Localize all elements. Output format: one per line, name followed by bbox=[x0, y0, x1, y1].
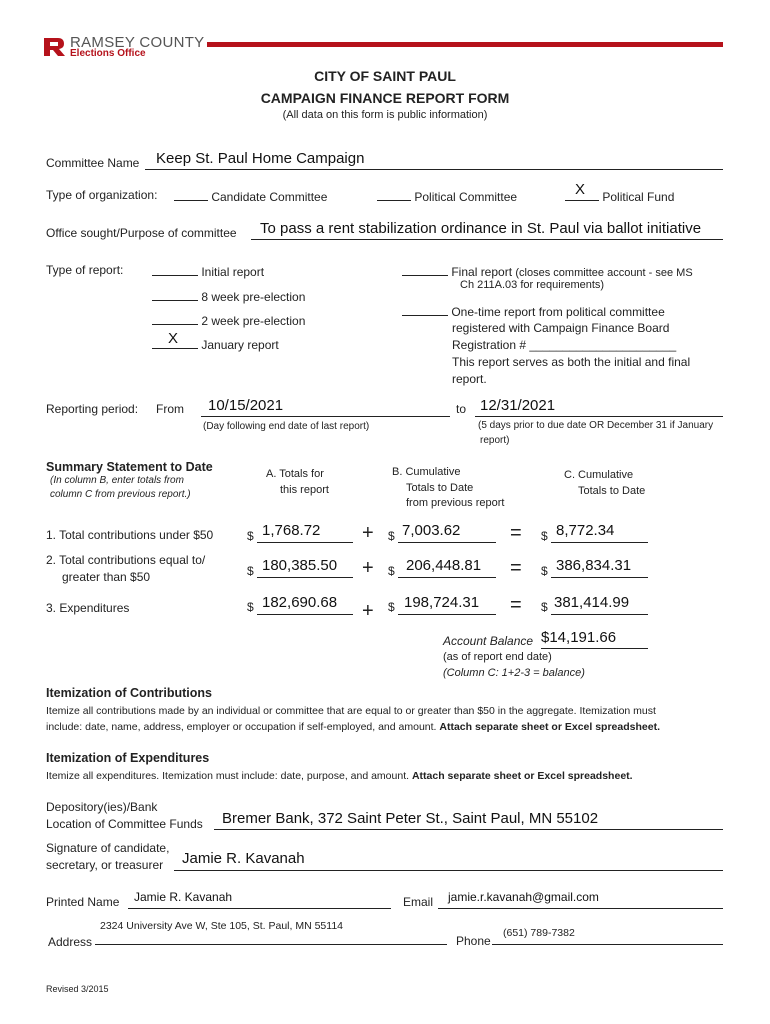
form-title-line2: CAMPAIGN FINANCE REPORT FORM bbox=[260, 90, 510, 106]
contrib-text-2 bbox=[46, 721, 660, 733]
org-fund-mark: X bbox=[575, 181, 586, 198]
signature-value[interactable]: Jamie R. Kavanah bbox=[182, 850, 305, 867]
exp-text bbox=[46, 770, 633, 782]
row3-b-dollar: $ bbox=[388, 600, 395, 614]
row3-b-value[interactable]: 198,724.31 bbox=[404, 594, 480, 611]
col-a-header-1: A. Totals for bbox=[266, 468, 324, 480]
summary-title: Summary Statement to Date bbox=[46, 460, 213, 474]
report-2week-option[interactable] bbox=[152, 312, 305, 328]
report-initial-option[interactable] bbox=[152, 263, 264, 279]
col-a-header-2: this report bbox=[280, 484, 329, 496]
brand-subtitle: Elections Office bbox=[70, 48, 146, 59]
balance-line bbox=[541, 648, 648, 649]
report-2week-label: 2 week pre-election bbox=[201, 314, 306, 328]
org-candidate-label: Candidate Committee bbox=[211, 190, 328, 204]
summary-row1-label: 1. Total contributions under $50 bbox=[46, 528, 214, 542]
row1-c-dollar: $ bbox=[541, 529, 548, 543]
summary-note-2: column C from previous report.) bbox=[50, 489, 191, 500]
report-onetime-registration[interactable]: Registration # ______________________ bbox=[452, 338, 677, 352]
phone-label: Phone bbox=[456, 934, 491, 948]
org-candidate-option[interactable] bbox=[174, 188, 327, 204]
phone-line bbox=[492, 944, 723, 945]
header-rule bbox=[207, 42, 723, 47]
row3-a-line bbox=[257, 614, 353, 615]
row3-plus: + bbox=[362, 600, 374, 622]
form-title-line1: CITY OF SAINT PAUL bbox=[314, 68, 456, 84]
contrib-title: Itemization of Contributions bbox=[46, 686, 212, 700]
row1-a-line bbox=[257, 542, 353, 543]
exp-title: Itemization of Expenditures bbox=[46, 751, 210, 765]
row2-b-dollar: $ bbox=[388, 564, 395, 578]
office-value[interactable]: To pass a rent stabilization ordinance in St. Paul via ballot initiative bbox=[260, 220, 702, 237]
address-label: Address bbox=[48, 935, 93, 949]
org-political-option[interactable] bbox=[377, 188, 517, 204]
period-from-value[interactable]: 10/15/2021 bbox=[208, 397, 284, 414]
form-title-note: (All data on this form is public information) bbox=[282, 109, 488, 121]
depository-line bbox=[214, 829, 723, 830]
contrib-attach-note: Attach separate sheet or Excel spreadsheet. bbox=[439, 721, 660, 733]
report-onetime-line4: This report serves as both the initial and final bbox=[452, 355, 691, 369]
row2-a-value[interactable]: 180,385.50 bbox=[262, 557, 338, 574]
committee-name-label: Committee Name bbox=[46, 156, 140, 170]
row2-plus: + bbox=[362, 557, 374, 579]
period-to-note-1: (5 days prior to due date OR December 31 if January bbox=[478, 420, 714, 431]
row3-c-value[interactable]: 381,414.99 bbox=[554, 594, 630, 611]
row2-b-line bbox=[398, 577, 496, 578]
period-from-line bbox=[201, 416, 450, 417]
row1-a-dollar: $ bbox=[247, 529, 254, 543]
report-final-option[interactable] bbox=[402, 263, 693, 279]
row2-c-line bbox=[551, 577, 648, 578]
address-line bbox=[95, 944, 447, 945]
exp-attach-note: Attach separate sheet or Excel spreadsheet. bbox=[411, 770, 633, 782]
report-january-mark: X bbox=[168, 330, 179, 347]
report-8week-option[interactable] bbox=[152, 288, 305, 304]
email-line bbox=[438, 908, 723, 909]
email-label: Email bbox=[403, 895, 434, 909]
balance-value[interactable]: $14,191.66 bbox=[541, 629, 617, 646]
summary-row2-label-1: 2. Total contributions equal to/ bbox=[46, 553, 206, 567]
row1-equals: = bbox=[510, 522, 522, 544]
depository-value[interactable]: Bremer Bank, 372 Saint Peter St., Saint Paul, MN 55102 bbox=[222, 810, 599, 827]
row3-b-line bbox=[398, 614, 496, 615]
phone-value[interactable]: (651) 789-7382 bbox=[503, 927, 575, 939]
summary-row2-label-2: greater than $50 bbox=[62, 570, 151, 584]
col-b-header-2: Totals to Date bbox=[406, 482, 474, 494]
committee-name-line bbox=[145, 169, 723, 170]
row2-c-value[interactable]: 386,834.31 bbox=[556, 557, 632, 574]
depository-label-2: Location of Committee Funds bbox=[46, 817, 203, 831]
row2-a-dollar: $ bbox=[247, 564, 254, 578]
report-january-label: January report bbox=[201, 338, 279, 352]
report-onetime-option[interactable] bbox=[402, 303, 665, 319]
summary-note-1: (In column B, enter totals from bbox=[50, 475, 184, 486]
row2-b-value[interactable]: 206,448.81 bbox=[406, 557, 482, 574]
row1-b-value[interactable]: 7,003.62 bbox=[402, 522, 461, 539]
office-line bbox=[251, 239, 723, 240]
report-onetime-line2: registered with Campaign Finance Board bbox=[452, 321, 670, 335]
printed-name-label: Printed Name bbox=[46, 895, 120, 909]
period-to-note-2: report) bbox=[480, 435, 510, 446]
row2-equals: = bbox=[510, 557, 522, 579]
printed-name-line bbox=[128, 908, 391, 909]
report-initial-label: Initial report bbox=[201, 265, 265, 279]
report-onetime-label: One-time report from political committee bbox=[451, 305, 665, 319]
report-type-label: Type of report: bbox=[46, 263, 124, 277]
row1-c-value[interactable]: 8,772.34 bbox=[556, 522, 615, 539]
report-final-note-2: Ch 211A.03 for requirements) bbox=[460, 279, 605, 291]
summary-row3-label: 3. Expenditures bbox=[46, 601, 130, 615]
row2-c-dollar: $ bbox=[541, 564, 548, 578]
signature-label-1: Signature of candidate, bbox=[46, 841, 170, 855]
period-from-label: From bbox=[156, 402, 184, 416]
report-8week-label: 8 week pre-election bbox=[201, 290, 306, 304]
col-c-header-2: Totals to Date bbox=[578, 485, 646, 497]
committee-name-value[interactable]: Keep St. Paul Home Campaign bbox=[156, 150, 365, 167]
row1-b-line bbox=[398, 542, 496, 543]
office-label: Office sought/Purpose of committee bbox=[46, 226, 237, 240]
period-label: Reporting period: bbox=[46, 402, 139, 416]
printed-name-value[interactable]: Jamie R. Kavanah bbox=[134, 890, 233, 904]
org-fund-option[interactable] bbox=[565, 181, 675, 204]
balance-note-2: (Column C: 1+2-3 = balance) bbox=[443, 667, 585, 679]
exp-text-body: Itemize all expenditures. Itemization must include: date, purpose, and amount. bbox=[46, 770, 410, 782]
depository-label-1: Depository(ies)/Bank bbox=[46, 800, 158, 814]
balance-note-1: (as of report end date) bbox=[443, 651, 552, 663]
col-b-header-1: B. Cumulative bbox=[392, 466, 461, 478]
email-value[interactable]: jamie.r.kavanah@gmail.com bbox=[448, 890, 599, 904]
report-onetime-line5: report. bbox=[452, 372, 487, 386]
col-b-header-3: from previous report bbox=[406, 497, 505, 509]
report-final-note: (closes committee account - see MS bbox=[515, 267, 693, 279]
row3-a-dollar: $ bbox=[247, 600, 254, 614]
row1-plus: + bbox=[362, 522, 374, 544]
period-to-value[interactable]: 12/31/2021 bbox=[480, 397, 556, 414]
contrib-text-2-body: include: date, name, address, employer or occupation if self-employed, and amount. bbox=[46, 721, 437, 733]
report-january-option[interactable] bbox=[152, 330, 279, 352]
row1-c-line bbox=[551, 542, 648, 543]
county-logo bbox=[44, 34, 64, 54]
period-to-label: to bbox=[456, 402, 467, 416]
row3-c-dollar: $ bbox=[541, 600, 548, 614]
signature-line bbox=[174, 870, 723, 871]
row3-c-line bbox=[551, 614, 648, 615]
row3-a-value[interactable]: 182,690.68 bbox=[262, 594, 338, 611]
col-c-header-1: C. Cumulative bbox=[564, 469, 634, 481]
org-fund-label: Political Fund bbox=[602, 190, 675, 204]
revision-note: Revised 3/2015 bbox=[46, 984, 109, 994]
brand-name: RAMSEY COUNTY bbox=[70, 34, 205, 51]
contrib-text-1: Itemize all contributions made by an individual or committee that are equal to or greater than $50 in the aggregate. Itemization must bbox=[46, 705, 656, 717]
balance-label: Account Balance bbox=[443, 634, 534, 648]
row3-equals: = bbox=[510, 594, 522, 616]
org-political-label: Political Committee bbox=[414, 190, 518, 204]
address-value[interactable]: 2324 University Ave W, Ste 105, St. Paul, MN 55114 bbox=[100, 920, 343, 932]
row1-b-dollar: $ bbox=[388, 529, 395, 543]
signature-label-2: secretary, or treasurer bbox=[46, 858, 164, 872]
period-from-note: (Day following end date of last report) bbox=[203, 421, 370, 432]
period-to-line bbox=[475, 416, 723, 417]
org-type-label: Type of organization: bbox=[46, 188, 158, 202]
row1-a-value[interactable]: 1,768.72 bbox=[262, 522, 321, 539]
report-final-label: Final report bbox=[451, 265, 513, 279]
row2-a-line bbox=[257, 577, 353, 578]
county-logo-mark-icon bbox=[44, 34, 66, 56]
